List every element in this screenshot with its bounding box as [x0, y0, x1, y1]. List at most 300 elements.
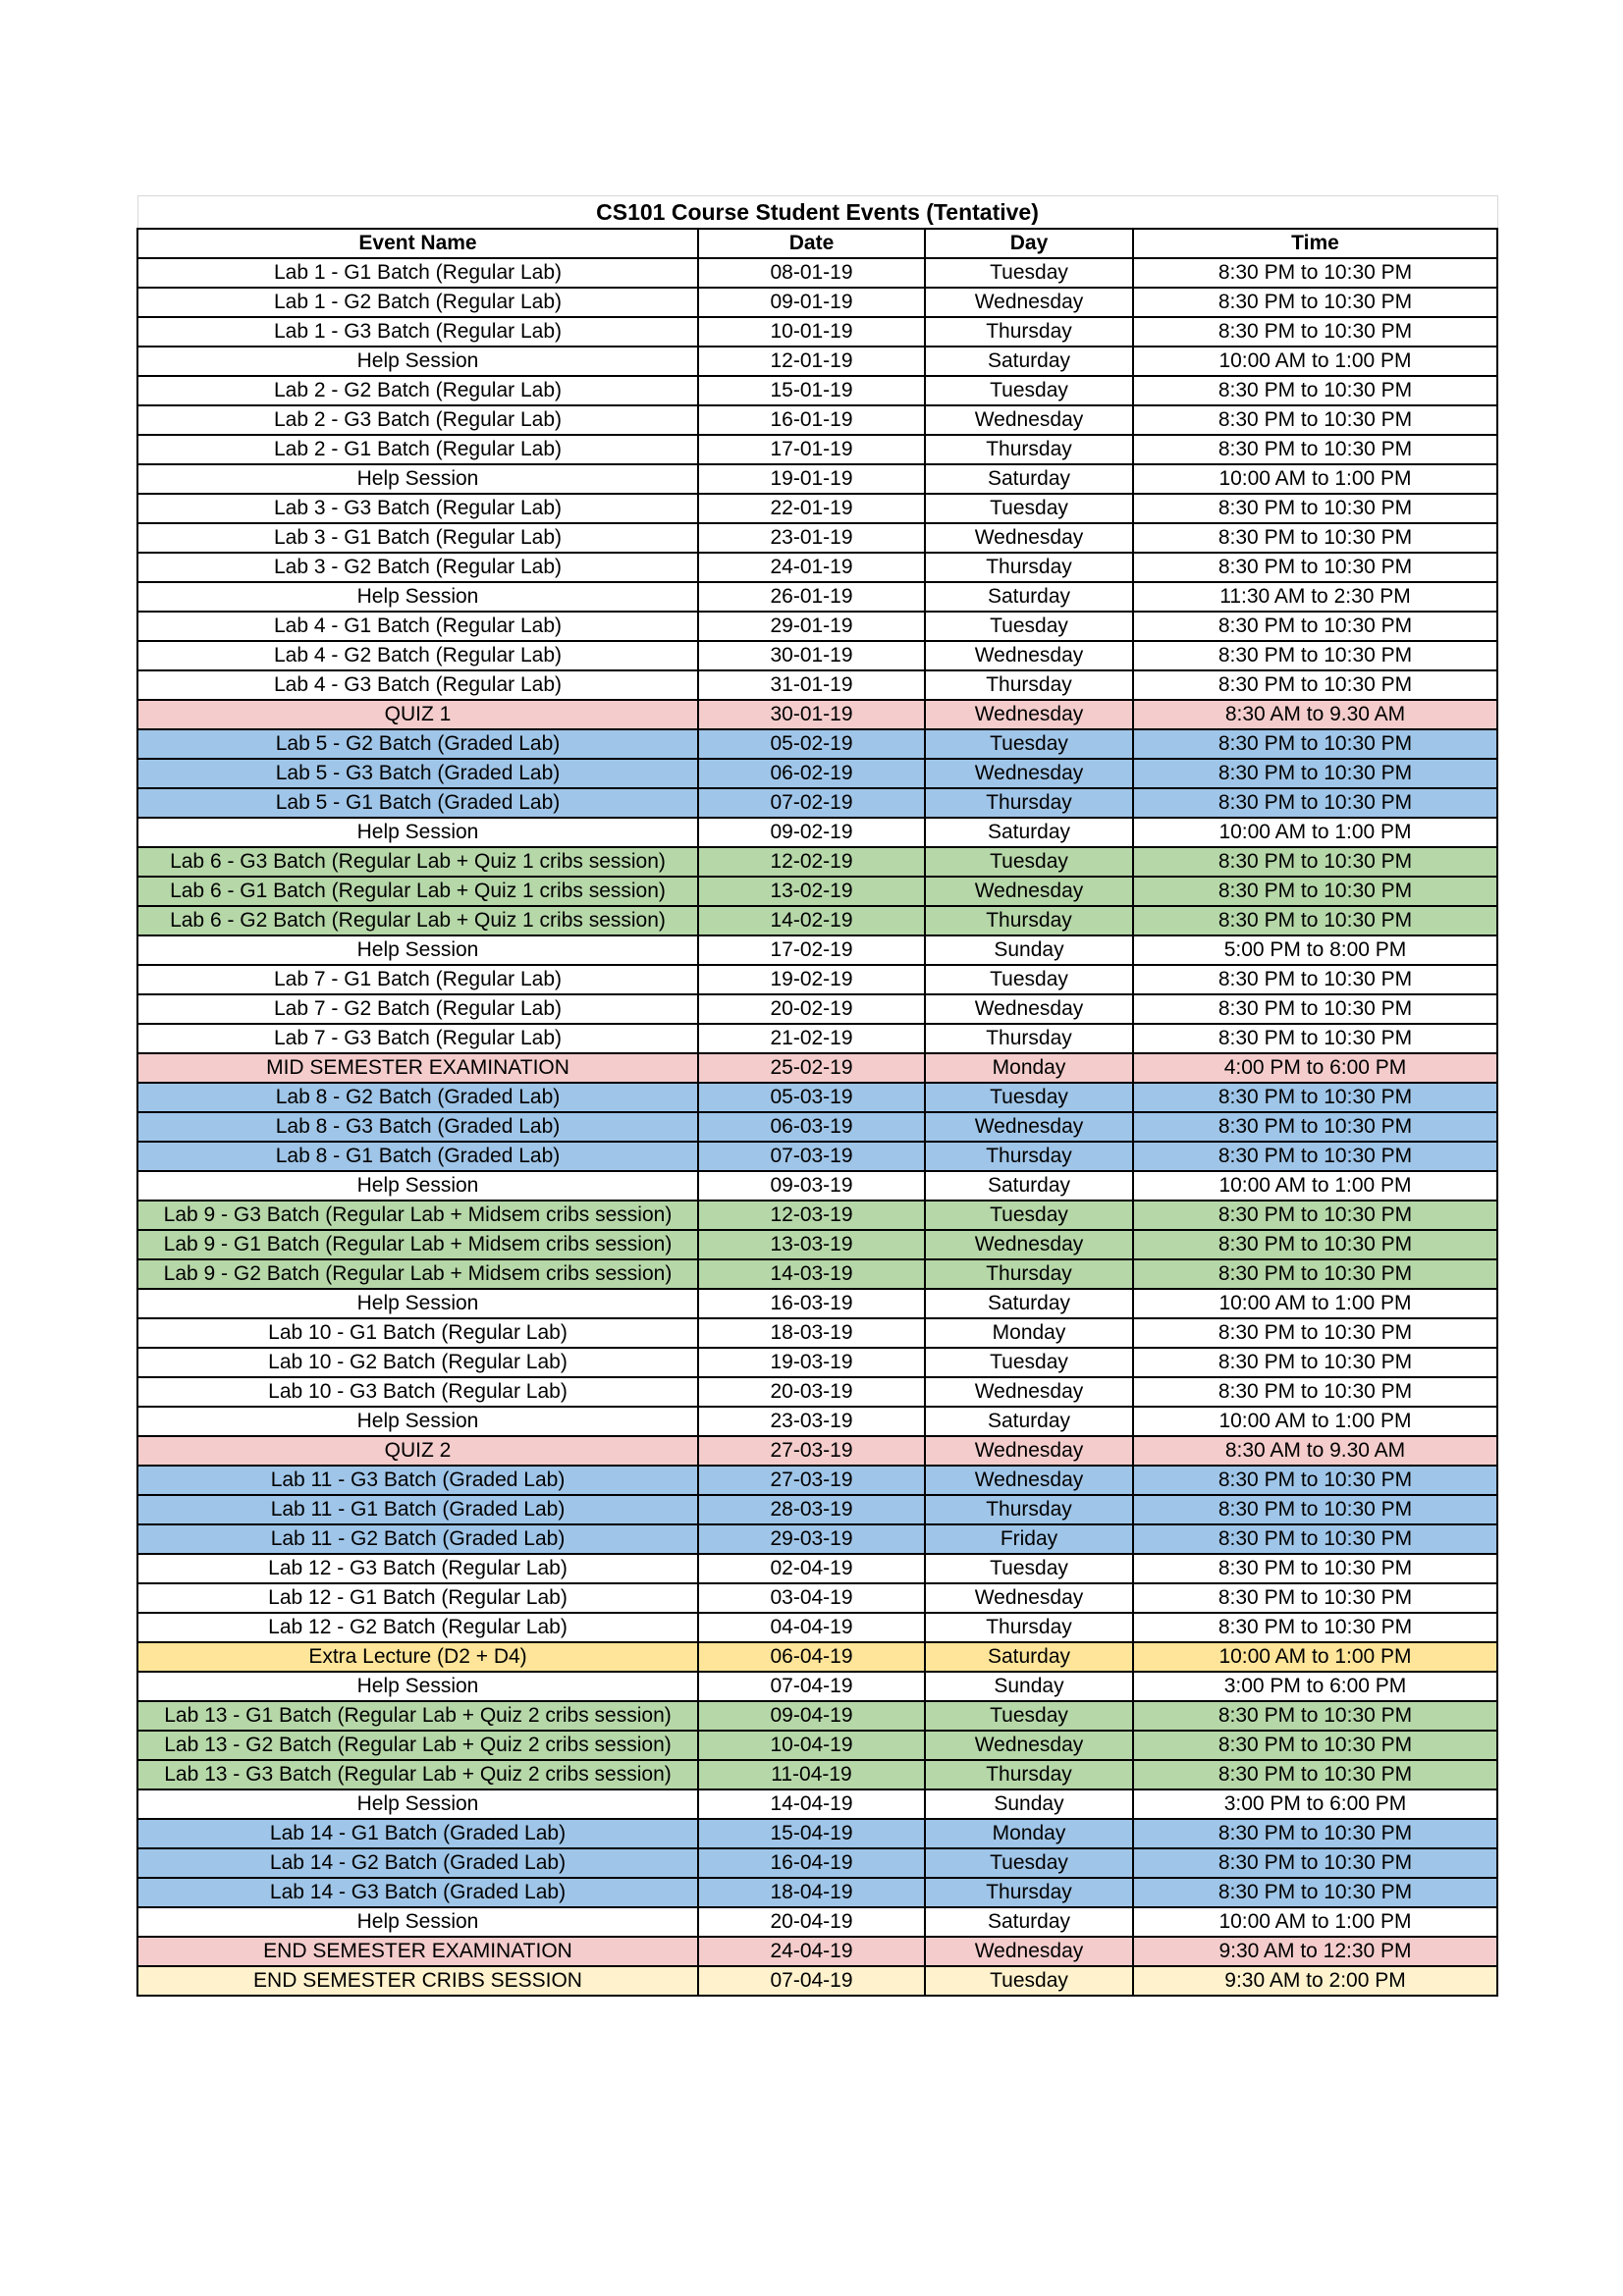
table-row: [137, 1672, 1497, 1701]
header-row: [137, 229, 1497, 258]
date-cell: 10-01-19: [698, 317, 925, 347]
events-table: [136, 195, 1498, 1997]
table-row: [137, 1613, 1497, 1642]
event-name-cell: Lab 11 - G1 Batch (Graded Lab): [137, 1495, 698, 1524]
event-name-cell: Lab 1 - G2 Batch (Regular Lab): [137, 288, 698, 317]
day-cell: Monday: [925, 1053, 1133, 1083]
table-row: [137, 435, 1497, 464]
table-row: [137, 1083, 1497, 1112]
table-row: [137, 1789, 1497, 1819]
time-cell: 10:00 AM to 1:00 PM: [1133, 1171, 1497, 1201]
event-name-cell: Lab 4 - G2 Batch (Regular Lab): [137, 641, 698, 670]
table-row: [137, 670, 1497, 700]
date-cell: 04-04-19: [698, 1613, 925, 1642]
time-cell: 8:30 PM to 10:30 PM: [1133, 1377, 1497, 1407]
date-cell: 24-04-19: [698, 1937, 925, 1966]
day-cell: Thursday: [925, 906, 1133, 935]
time-cell: 8:30 PM to 10:30 PM: [1133, 670, 1497, 700]
time-cell: 11:30 AM to 2:30 PM: [1133, 582, 1497, 612]
time-cell: 5:00 PM to 8:00 PM: [1133, 935, 1497, 965]
date-cell: 05-03-19: [698, 1083, 925, 1112]
date-cell: 30-01-19: [698, 700, 925, 729]
date-cell: 03-04-19: [698, 1583, 925, 1613]
time-cell: 8:30 PM to 10:30 PM: [1133, 1259, 1497, 1289]
table-row: [137, 1495, 1497, 1524]
time-cell: 8:30 PM to 10:30 PM: [1133, 523, 1497, 553]
date-cell: 20-02-19: [698, 994, 925, 1024]
time-cell: 8:30 PM to 10:30 PM: [1133, 317, 1497, 347]
day-cell: Saturday: [925, 1407, 1133, 1436]
table-row: [137, 1760, 1497, 1789]
table-row: [137, 1142, 1497, 1171]
day-cell: Wednesday: [925, 994, 1133, 1024]
event-name-cell: Lab 9 - G3 Batch (Regular Lab + Midsem cribs session): [137, 1201, 698, 1230]
day-cell: Thursday: [925, 1142, 1133, 1171]
table-row: [137, 347, 1497, 376]
day-cell: Thursday: [925, 553, 1133, 582]
table-row: [137, 1848, 1497, 1878]
time-cell: 10:00 AM to 1:00 PM: [1133, 1907, 1497, 1937]
table-row: [137, 965, 1497, 994]
event-name-cell: Lab 9 - G2 Batch (Regular Lab + Midsem cribs session): [137, 1259, 698, 1289]
date-cell: 18-03-19: [698, 1318, 925, 1348]
time-cell: 8:30 PM to 10:30 PM: [1133, 1112, 1497, 1142]
day-cell: Wednesday: [925, 405, 1133, 435]
time-cell: 8:30 PM to 10:30 PM: [1133, 965, 1497, 994]
day-cell: Thursday: [925, 788, 1133, 818]
event-name-cell: QUIZ 1: [137, 700, 698, 729]
day-cell: Wednesday: [925, 1112, 1133, 1142]
time-cell: 4:00 PM to 6:00 PM: [1133, 1053, 1497, 1083]
table-row: [137, 612, 1497, 641]
table-row: [137, 553, 1497, 582]
time-cell: 8:30 PM to 10:30 PM: [1133, 994, 1497, 1024]
time-cell: 8:30 PM to 10:30 PM: [1133, 1201, 1497, 1230]
event-name-cell: Help Session: [137, 1907, 698, 1937]
day-cell: Tuesday: [925, 1348, 1133, 1377]
time-cell: 8:30 PM to 10:30 PM: [1133, 729, 1497, 759]
time-cell: 10:00 AM to 1:00 PM: [1133, 464, 1497, 494]
title-row: [137, 196, 1497, 230]
table-row: [137, 1937, 1497, 1966]
table-title: CS101 Course Student Events (Tentative): [137, 196, 1497, 230]
table-row: [137, 405, 1497, 435]
column-header-time: Time: [1133, 229, 1497, 258]
day-cell: Wednesday: [925, 1583, 1133, 1613]
day-cell: Thursday: [925, 435, 1133, 464]
event-name-cell: Lab 13 - G1 Batch (Regular Lab + Quiz 2 cribs session): [137, 1701, 698, 1731]
time-cell: 8:30 PM to 10:30 PM: [1133, 1613, 1497, 1642]
date-cell: 27-03-19: [698, 1466, 925, 1495]
event-name-cell: Help Session: [137, 1289, 698, 1318]
time-cell: 8:30 PM to 10:30 PM: [1133, 1878, 1497, 1907]
time-cell: 8:30 PM to 10:30 PM: [1133, 1701, 1497, 1731]
time-cell: 8:30 PM to 10:30 PM: [1133, 1524, 1497, 1554]
table-row: [137, 788, 1497, 818]
date-cell: 06-03-19: [698, 1112, 925, 1142]
event-name-cell: Lab 6 - G2 Batch (Regular Lab + Quiz 1 cribs session): [137, 906, 698, 935]
day-cell: Tuesday: [925, 1848, 1133, 1878]
table-row: [137, 1966, 1497, 1996]
day-cell: Wednesday: [925, 1466, 1133, 1495]
date-cell: 31-01-19: [698, 670, 925, 700]
event-name-cell: Lab 8 - G1 Batch (Graded Lab): [137, 1142, 698, 1171]
day-cell: Saturday: [925, 464, 1133, 494]
time-cell: 8:30 PM to 10:30 PM: [1133, 1848, 1497, 1878]
day-cell: Tuesday: [925, 1201, 1133, 1230]
table-row: [137, 1024, 1497, 1053]
day-cell: Saturday: [925, 1907, 1133, 1937]
table-row: [137, 729, 1497, 759]
table-row: [137, 1112, 1497, 1142]
event-name-cell: Help Session: [137, 1672, 698, 1701]
day-cell: Saturday: [925, 818, 1133, 847]
date-cell: 07-03-19: [698, 1142, 925, 1171]
event-name-cell: Lab 4 - G1 Batch (Regular Lab): [137, 612, 698, 641]
table-row: [137, 1289, 1497, 1318]
date-cell: 22-01-19: [698, 494, 925, 523]
date-cell: 06-02-19: [698, 759, 925, 788]
time-cell: 8:30 AM to 9.30 AM: [1133, 1436, 1497, 1466]
time-cell: 8:30 PM to 10:30 PM: [1133, 788, 1497, 818]
day-cell: Wednesday: [925, 1731, 1133, 1760]
date-cell: 20-04-19: [698, 1907, 925, 1937]
event-name-cell: Lab 14 - G1 Batch (Graded Lab): [137, 1819, 698, 1848]
time-cell: 10:00 AM to 1:00 PM: [1133, 818, 1497, 847]
event-name-cell: Lab 5 - G3 Batch (Graded Lab): [137, 759, 698, 788]
date-cell: 15-04-19: [698, 1819, 925, 1848]
date-cell: 13-03-19: [698, 1230, 925, 1259]
date-cell: 09-03-19: [698, 1171, 925, 1201]
date-cell: 13-02-19: [698, 877, 925, 906]
time-cell: 10:00 AM to 1:00 PM: [1133, 347, 1497, 376]
event-name-cell: MID SEMESTER EXAMINATION: [137, 1053, 698, 1083]
event-name-cell: END SEMESTER CRIBS SESSION: [137, 1966, 698, 1996]
day-cell: Wednesday: [925, 877, 1133, 906]
time-cell: 8:30 PM to 10:30 PM: [1133, 1230, 1497, 1259]
event-name-cell: Help Session: [137, 347, 698, 376]
date-cell: 21-02-19: [698, 1024, 925, 1053]
table-row: [137, 376, 1497, 405]
day-cell: Thursday: [925, 317, 1133, 347]
day-cell: Monday: [925, 1819, 1133, 1848]
date-cell: 09-04-19: [698, 1701, 925, 1731]
time-cell: 8:30 PM to 10:30 PM: [1133, 1466, 1497, 1495]
event-name-cell: Lab 5 - G1 Batch (Graded Lab): [137, 788, 698, 818]
table-row: [137, 464, 1497, 494]
table-row: [137, 759, 1497, 788]
date-cell: 07-04-19: [698, 1672, 925, 1701]
date-cell: 09-02-19: [698, 818, 925, 847]
date-cell: 12-02-19: [698, 847, 925, 877]
day-cell: Wednesday: [925, 288, 1133, 317]
event-name-cell: Lab 1 - G3 Batch (Regular Lab): [137, 317, 698, 347]
date-cell: 29-03-19: [698, 1524, 925, 1554]
event-name-cell: Lab 11 - G2 Batch (Graded Lab): [137, 1524, 698, 1554]
day-cell: Thursday: [925, 670, 1133, 700]
date-cell: 25-02-19: [698, 1053, 925, 1083]
day-cell: Tuesday: [925, 612, 1133, 641]
day-cell: Wednesday: [925, 759, 1133, 788]
event-name-cell: Lab 12 - G1 Batch (Regular Lab): [137, 1583, 698, 1613]
date-cell: 14-02-19: [698, 906, 925, 935]
time-cell: 10:00 AM to 1:00 PM: [1133, 1407, 1497, 1436]
event-name-cell: Lab 10 - G2 Batch (Regular Lab): [137, 1348, 698, 1377]
table-row: [137, 494, 1497, 523]
time-cell: 8:30 PM to 10:30 PM: [1133, 1760, 1497, 1789]
event-name-cell: END SEMESTER EXAMINATION: [137, 1937, 698, 1966]
date-cell: 19-03-19: [698, 1348, 925, 1377]
time-cell: 8:30 PM to 10:30 PM: [1133, 1731, 1497, 1760]
day-cell: Tuesday: [925, 847, 1133, 877]
time-cell: 8:30 PM to 10:30 PM: [1133, 1495, 1497, 1524]
time-cell: 8:30 PM to 10:30 PM: [1133, 1583, 1497, 1613]
day-cell: Tuesday: [925, 1083, 1133, 1112]
day-cell: Thursday: [925, 1760, 1133, 1789]
day-cell: Thursday: [925, 1259, 1133, 1289]
day-cell: Tuesday: [925, 965, 1133, 994]
table-row: [137, 700, 1497, 729]
event-name-cell: Lab 11 - G3 Batch (Graded Lab): [137, 1466, 698, 1495]
time-cell: 8:30 PM to 10:30 PM: [1133, 435, 1497, 464]
schedule-sheet: [136, 195, 1496, 1997]
date-cell: 16-03-19: [698, 1289, 925, 1318]
event-name-cell: Lab 10 - G3 Batch (Regular Lab): [137, 1377, 698, 1407]
event-name-cell: Help Session: [137, 935, 698, 965]
date-cell: 23-01-19: [698, 523, 925, 553]
time-cell: 8:30 PM to 10:30 PM: [1133, 376, 1497, 405]
event-name-cell: Lab 8 - G3 Batch (Graded Lab): [137, 1112, 698, 1142]
date-cell: 24-01-19: [698, 553, 925, 582]
date-cell: 06-04-19: [698, 1642, 925, 1672]
date-cell: 14-03-19: [698, 1259, 925, 1289]
date-cell: 23-03-19: [698, 1407, 925, 1436]
day-cell: Saturday: [925, 582, 1133, 612]
column-header-date: Date: [698, 229, 925, 258]
date-cell: 12-03-19: [698, 1201, 925, 1230]
date-cell: 16-04-19: [698, 1848, 925, 1878]
event-name-cell: Lab 2 - G2 Batch (Regular Lab): [137, 376, 698, 405]
date-cell: 02-04-19: [698, 1554, 925, 1583]
day-cell: Tuesday: [925, 1966, 1133, 1996]
event-name-cell: Lab 1 - G1 Batch (Regular Lab): [137, 258, 698, 288]
table-row: [137, 641, 1497, 670]
table-row: [137, 582, 1497, 612]
table-row: [137, 1819, 1497, 1848]
time-cell: 8:30 PM to 10:30 PM: [1133, 258, 1497, 288]
table-row: [137, 1318, 1497, 1348]
date-cell: 07-04-19: [698, 1966, 925, 1996]
table-row: [137, 1907, 1497, 1937]
event-name-cell: Lab 8 - G2 Batch (Graded Lab): [137, 1083, 698, 1112]
time-cell: 8:30 PM to 10:30 PM: [1133, 847, 1497, 877]
table-row: [137, 847, 1497, 877]
event-name-cell: Lab 9 - G1 Batch (Regular Lab + Midsem cribs session): [137, 1230, 698, 1259]
event-name-cell: Lab 7 - G3 Batch (Regular Lab): [137, 1024, 698, 1053]
date-cell: 08-01-19: [698, 258, 925, 288]
time-cell: 8:30 PM to 10:30 PM: [1133, 1142, 1497, 1171]
time-cell: 3:00 PM to 6:00 PM: [1133, 1789, 1497, 1819]
time-cell: 8:30 PM to 10:30 PM: [1133, 1318, 1497, 1348]
table-row: [137, 1348, 1497, 1377]
event-name-cell: Lab 3 - G2 Batch (Regular Lab): [137, 553, 698, 582]
table-row: [137, 317, 1497, 347]
event-name-cell: Lab 10 - G1 Batch (Regular Lab): [137, 1318, 698, 1348]
time-cell: 8:30 PM to 10:30 PM: [1133, 1348, 1497, 1377]
event-name-cell: Lab 6 - G3 Batch (Regular Lab + Quiz 1 cribs session): [137, 847, 698, 877]
event-name-cell: Help Session: [137, 1789, 698, 1819]
event-name-cell: Lab 6 - G1 Batch (Regular Lab + Quiz 1 cribs session): [137, 877, 698, 906]
table-row: [137, 1201, 1497, 1230]
table-row: [137, 1171, 1497, 1201]
date-cell: 10-04-19: [698, 1731, 925, 1760]
event-name-cell: Lab 14 - G3 Batch (Graded Lab): [137, 1878, 698, 1907]
day-cell: Thursday: [925, 1024, 1133, 1053]
time-cell: 9:30 AM to 12:30 PM: [1133, 1937, 1497, 1966]
day-cell: Saturday: [925, 1642, 1133, 1672]
date-cell: 19-01-19: [698, 464, 925, 494]
day-cell: Wednesday: [925, 1937, 1133, 1966]
time-cell: 8:30 PM to 10:30 PM: [1133, 1554, 1497, 1583]
column-header-day: Day: [925, 229, 1133, 258]
day-cell: Wednesday: [925, 1377, 1133, 1407]
event-name-cell: Help Session: [137, 1407, 698, 1436]
day-cell: Tuesday: [925, 376, 1133, 405]
date-cell: 18-04-19: [698, 1878, 925, 1907]
time-cell: 8:30 PM to 10:30 PM: [1133, 1024, 1497, 1053]
event-name-cell: Lab 14 - G2 Batch (Graded Lab): [137, 1848, 698, 1878]
table-row: [137, 1407, 1497, 1436]
date-cell: 28-03-19: [698, 1495, 925, 1524]
date-cell: 26-01-19: [698, 582, 925, 612]
date-cell: 15-01-19: [698, 376, 925, 405]
date-cell: 12-01-19: [698, 347, 925, 376]
table-row: [137, 1731, 1497, 1760]
time-cell: 8:30 PM to 10:30 PM: [1133, 405, 1497, 435]
time-cell: 8:30 PM to 10:30 PM: [1133, 759, 1497, 788]
time-cell: 8:30 PM to 10:30 PM: [1133, 906, 1497, 935]
event-name-cell: Lab 7 - G1 Batch (Regular Lab): [137, 965, 698, 994]
day-cell: Thursday: [925, 1613, 1133, 1642]
event-name-cell: Help Session: [137, 818, 698, 847]
table-row: [137, 818, 1497, 847]
time-cell: 8:30 PM to 10:30 PM: [1133, 494, 1497, 523]
day-cell: Tuesday: [925, 1554, 1133, 1583]
date-cell: 29-01-19: [698, 612, 925, 641]
table-row: [137, 1583, 1497, 1613]
event-name-cell: Lab 4 - G3 Batch (Regular Lab): [137, 670, 698, 700]
time-cell: 3:00 PM to 6:00 PM: [1133, 1672, 1497, 1701]
date-cell: 30-01-19: [698, 641, 925, 670]
day-cell: Tuesday: [925, 1701, 1133, 1731]
table-row: [137, 1053, 1497, 1083]
day-cell: Sunday: [925, 935, 1133, 965]
day-cell: Sunday: [925, 1672, 1133, 1701]
time-cell: 8:30 AM to 9.30 AM: [1133, 700, 1497, 729]
table-row: [137, 935, 1497, 965]
table-row: [137, 1436, 1497, 1466]
date-cell: 17-01-19: [698, 435, 925, 464]
events-body: [137, 258, 1497, 1996]
event-name-cell: QUIZ 2: [137, 1436, 698, 1466]
time-cell: 8:30 PM to 10:30 PM: [1133, 641, 1497, 670]
time-cell: 8:30 PM to 10:30 PM: [1133, 553, 1497, 582]
table-row: [137, 1259, 1497, 1289]
date-cell: 07-02-19: [698, 788, 925, 818]
time-cell: 10:00 AM to 1:00 PM: [1133, 1289, 1497, 1318]
date-cell: 11-04-19: [698, 1760, 925, 1789]
table-row: [137, 1230, 1497, 1259]
day-cell: Saturday: [925, 1289, 1133, 1318]
date-cell: 19-02-19: [698, 965, 925, 994]
column-header-event-name: Event Name: [137, 229, 698, 258]
date-cell: 27-03-19: [698, 1436, 925, 1466]
event-name-cell: Lab 5 - G2 Batch (Graded Lab): [137, 729, 698, 759]
date-cell: 09-01-19: [698, 288, 925, 317]
date-cell: 20-03-19: [698, 1377, 925, 1407]
day-cell: Sunday: [925, 1789, 1133, 1819]
day-cell: Thursday: [925, 1495, 1133, 1524]
event-name-cell: Lab 12 - G2 Batch (Regular Lab): [137, 1613, 698, 1642]
table-row: [137, 1524, 1497, 1554]
day-cell: Wednesday: [925, 523, 1133, 553]
day-cell: Saturday: [925, 1171, 1133, 1201]
table-row: [137, 1642, 1497, 1672]
date-cell: 14-04-19: [698, 1789, 925, 1819]
time-cell: 8:30 PM to 10:30 PM: [1133, 1083, 1497, 1112]
event-name-cell: Lab 2 - G1 Batch (Regular Lab): [137, 435, 698, 464]
table-row: [137, 1878, 1497, 1907]
time-cell: 8:30 PM to 10:30 PM: [1133, 1819, 1497, 1848]
day-cell: Saturday: [925, 347, 1133, 376]
table-row: [137, 288, 1497, 317]
event-name-cell: Help Session: [137, 582, 698, 612]
day-cell: Wednesday: [925, 1436, 1133, 1466]
date-cell: 05-02-19: [698, 729, 925, 759]
event-name-cell: Lab 3 - G1 Batch (Regular Lab): [137, 523, 698, 553]
day-cell: Wednesday: [925, 700, 1133, 729]
time-cell: 10:00 AM to 1:00 PM: [1133, 1642, 1497, 1672]
table-row: [137, 877, 1497, 906]
date-cell: 16-01-19: [698, 405, 925, 435]
event-name-cell: Lab 13 - G3 Batch (Regular Lab + Quiz 2 cribs session): [137, 1760, 698, 1789]
event-name-cell: Lab 7 - G2 Batch (Regular Lab): [137, 994, 698, 1024]
table-row: [137, 1377, 1497, 1407]
day-cell: Wednesday: [925, 641, 1133, 670]
date-cell: 17-02-19: [698, 935, 925, 965]
event-name-cell: Lab 3 - G3 Batch (Regular Lab): [137, 494, 698, 523]
table-row: [137, 994, 1497, 1024]
day-cell: Wednesday: [925, 1230, 1133, 1259]
day-cell: Tuesday: [925, 729, 1133, 759]
table-row: [137, 258, 1497, 288]
day-cell: Thursday: [925, 1878, 1133, 1907]
event-name-cell: Lab 2 - G3 Batch (Regular Lab): [137, 405, 698, 435]
time-cell: 9:30 AM to 2:00 PM: [1133, 1966, 1497, 1996]
event-name-cell: Lab 12 - G3 Batch (Regular Lab): [137, 1554, 698, 1583]
table-row: [137, 523, 1497, 553]
time-cell: 8:30 PM to 10:30 PM: [1133, 877, 1497, 906]
day-cell: Tuesday: [925, 258, 1133, 288]
event-name-cell: Help Session: [137, 464, 698, 494]
time-cell: 8:30 PM to 10:30 PM: [1133, 612, 1497, 641]
time-cell: 8:30 PM to 10:30 PM: [1133, 288, 1497, 317]
day-cell: Monday: [925, 1318, 1133, 1348]
table-row: [137, 906, 1497, 935]
table-row: [137, 1466, 1497, 1495]
table-row: [137, 1554, 1497, 1583]
event-name-cell: Lab 13 - G2 Batch (Regular Lab + Quiz 2 cribs session): [137, 1731, 698, 1760]
